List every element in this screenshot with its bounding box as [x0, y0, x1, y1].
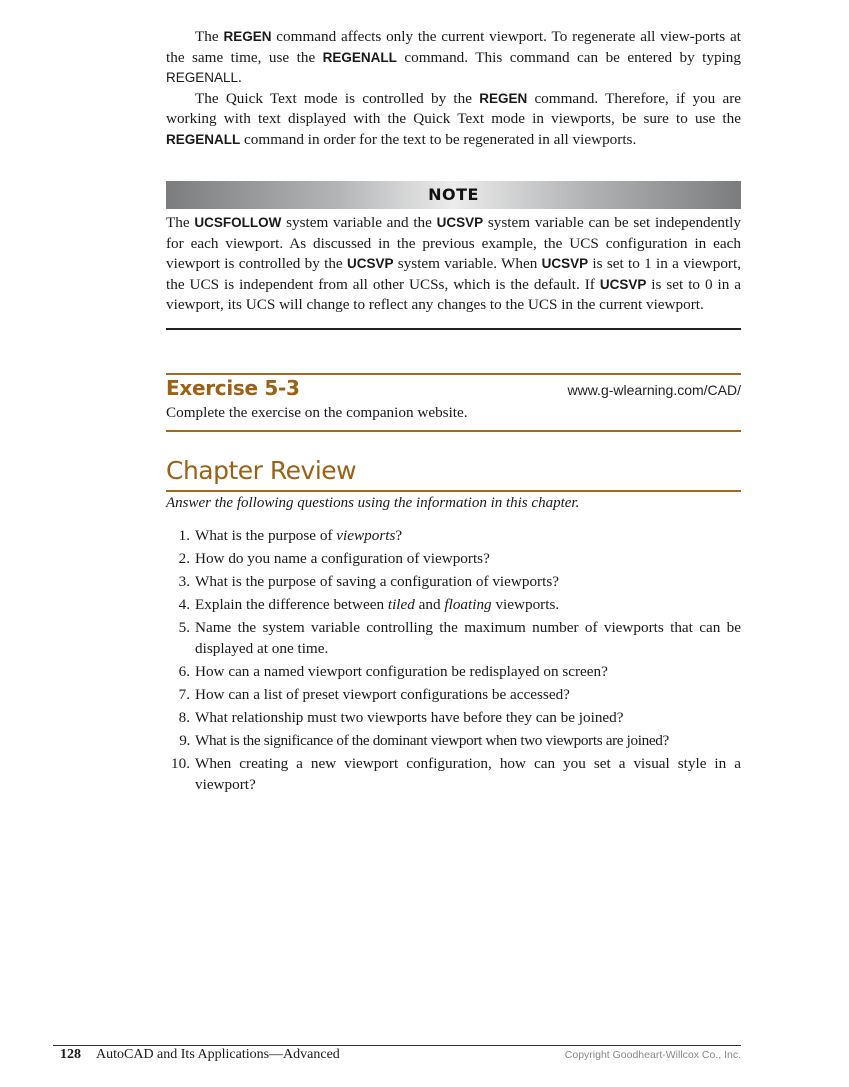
- review-question: [166, 594, 741, 615]
- exercise-url-link[interactable]: www.g-wlearning.com/CAD/: [567, 382, 741, 398]
- command-name: REGEN: [223, 29, 272, 44]
- emphasis: viewports: [336, 527, 396, 544]
- intro-paragraph-1: [166, 27, 741, 89]
- intro-paragraph-2: [166, 89, 741, 151]
- question-number: 8.: [178, 709, 190, 726]
- question-number: 1.: [178, 527, 190, 544]
- review-question: [166, 617, 741, 659]
- text: What is the significance of the dominant viewport when two viewports are joined?: [195, 732, 669, 749]
- question-number: 6.: [178, 663, 190, 680]
- command-name: REGEN: [479, 90, 528, 106]
- text: How can a list of preset viewport configurations be accessed?: [195, 686, 570, 703]
- copyright: Copyright Goodheart-Willcox Co., Inc.: [564, 1049, 741, 1061]
- text: system variable and the: [281, 214, 437, 231]
- review-question: [166, 548, 741, 569]
- command-name: REGENALL: [166, 131, 241, 147]
- exercise-top-rule: [166, 373, 741, 375]
- review-question: [166, 707, 741, 728]
- note-header: [166, 181, 741, 209]
- system-variable: UCSVP: [541, 256, 589, 271]
- review-question: [166, 525, 741, 546]
- text: and: [414, 596, 445, 613]
- text: The: [195, 28, 224, 45]
- question-number: 10.: [171, 755, 190, 772]
- emphasis: tiled: [387, 596, 415, 613]
- chapter-review-title: Chapter Review: [166, 456, 357, 485]
- book-title: AutoCAD and Its Applications—Advanced: [96, 1047, 340, 1062]
- text: The: [166, 214, 195, 231]
- question-number: 7.: [178, 686, 190, 703]
- system-variable: UCSFOLLOW: [194, 215, 282, 230]
- chapter-review-rule: [166, 490, 741, 492]
- typed-command: REGENALL: [166, 70, 239, 85]
- text: Explain the difference between: [195, 596, 388, 613]
- review-question: [166, 571, 741, 592]
- text: How do you name a configuration of viewports?: [195, 550, 490, 567]
- exercise-text: Complete the exercise on the companion website.: [166, 404, 468, 421]
- system-variable: UCSVP: [436, 215, 484, 230]
- text: command. This command can be entered by typing: [396, 48, 741, 66]
- note-body: [166, 213, 741, 316]
- note-label: NOTE: [428, 185, 479, 204]
- text: command affects only the current viewport. To regenerate all view-ports at the same time, use the: [166, 28, 741, 66]
- text: The Quick Text mode is controlled by the: [195, 89, 480, 107]
- review-question: [166, 753, 741, 795]
- text: command. Therefore, if you are working with text displayed with the Quick Text mode in viewports, be sure to use the: [166, 89, 741, 127]
- text: When creating a new viewport configuration, how can you set a visual style in a viewport?: [195, 755, 741, 793]
- text: What is the purpose of: [195, 527, 337, 544]
- intro-section: [166, 27, 741, 150]
- footer-rule: [53, 1045, 741, 1046]
- text: is set to 1 in a viewport, the UCS is independent from all other UCSs, which is the default. If: [166, 255, 741, 293]
- text: viewports.: [491, 596, 560, 613]
- question-number: 4.: [178, 596, 190, 613]
- exercise-title: Exercise 5-3: [166, 376, 300, 400]
- system-variable: UCSVP: [599, 276, 647, 292]
- note-paragraph: [166, 213, 741, 316]
- review-question: [166, 661, 741, 682]
- exercise-bottom-rule: [166, 430, 741, 432]
- question-number: 2.: [178, 550, 190, 567]
- question-number: 3.: [178, 573, 190, 590]
- text: system variable can be set independently for each viewport. As discussed in the previous example, the UCS configuration in each viewport is controlled by the: [166, 214, 742, 272]
- command-name: REGENALL: [322, 49, 397, 65]
- text: How can a named viewport configuration be redisplayed on screen?: [195, 663, 608, 680]
- text: .: [238, 69, 242, 86]
- text: Name the system variable controlling the maximum number of viewports that can be displayed at one time.: [195, 619, 741, 657]
- text: ?: [395, 527, 403, 544]
- question-number: 5.: [178, 619, 190, 636]
- text: system variable. When: [393, 255, 542, 272]
- note-bottom-rule: [166, 328, 741, 330]
- review-question: [166, 730, 741, 751]
- question-number: 9.: [179, 732, 190, 749]
- text: is set to 0 in a viewport, its UCS will change to reflect any changes to the UCS in the current viewport.: [166, 275, 741, 313]
- emphasis: floating: [444, 596, 492, 613]
- system-variable: UCSVP: [346, 256, 394, 271]
- page-number: 128: [60, 1047, 81, 1062]
- text: What relationship must two viewports have before they can be joined?: [195, 709, 624, 726]
- text: command in order for the text to be regenerated in all viewports.: [240, 130, 637, 148]
- chapter-review-subtitle: Answer the following questions using the information in this chapter.: [166, 495, 580, 511]
- review-question: [166, 684, 741, 705]
- review-question-list: [166, 525, 741, 797]
- text: What is the purpose of saving a configuration of viewports?: [195, 573, 559, 590]
